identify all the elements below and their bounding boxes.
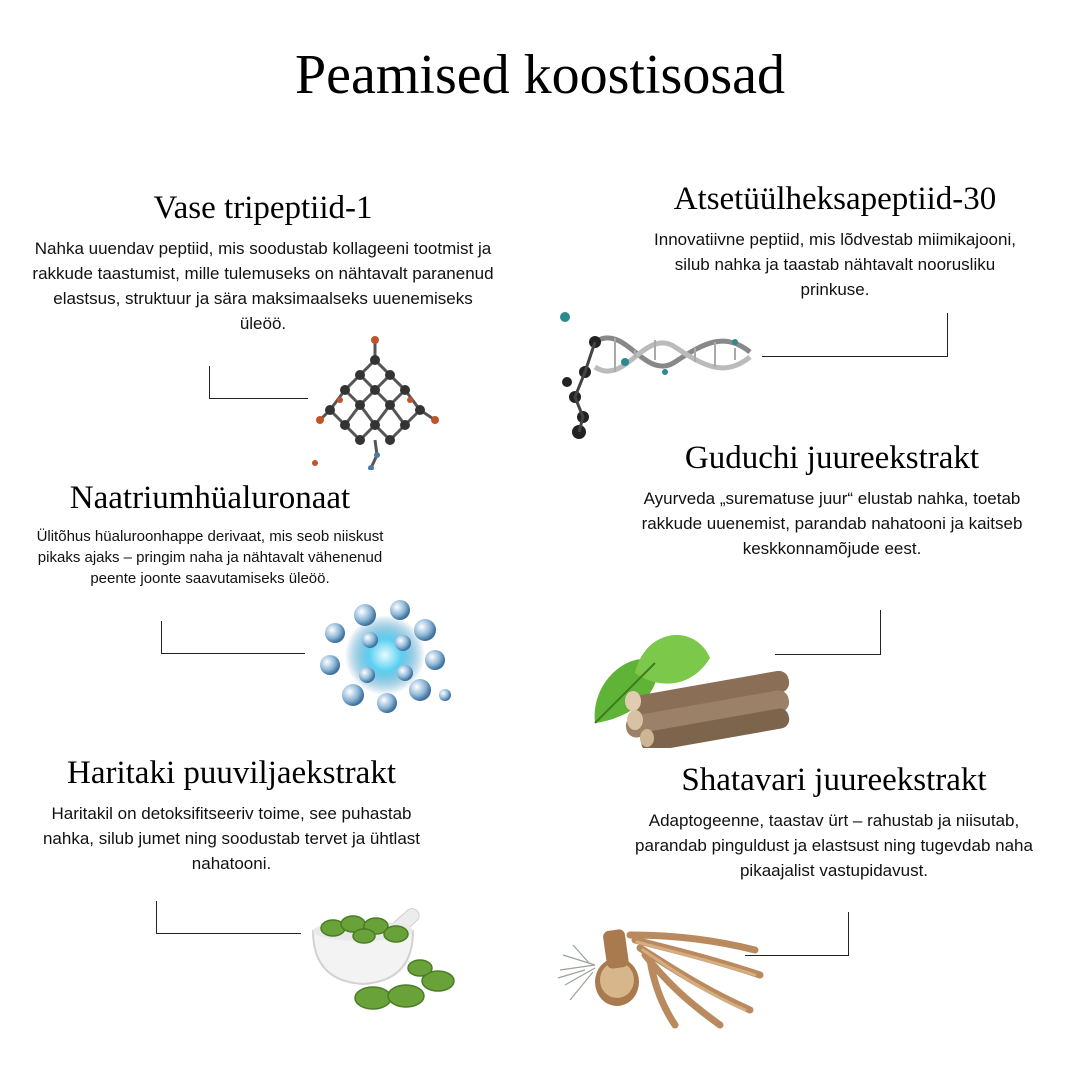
- ingredient-name: Vase tripeptiid-1: [153, 190, 373, 226]
- mortar-fruit-icon: [308, 896, 468, 1016]
- molecule-icon: [305, 330, 455, 470]
- connector-line: [161, 621, 305, 654]
- water-cluster-icon: [315, 595, 455, 715]
- ingredient-haritaki-fruit: [40, 753, 423, 876]
- ingredient-name: Shatavari juureekstrakt: [681, 762, 987, 798]
- page-title: Peamised koostisosad: [295, 44, 785, 106]
- connector-line: [762, 313, 948, 357]
- ingredient-name: Naatriumhüaluronaat: [69, 480, 351, 516]
- roots-powder-icon: [555, 920, 775, 1030]
- ingredient-name: Atsetüülheksapeptiid-30: [673, 181, 997, 217]
- stem-and-leaf-icon: [585, 628, 795, 748]
- connector-line: [209, 366, 308, 399]
- dna-helix-icon: [555, 312, 755, 442]
- ingredient-description: Adaptogeenne, taastav ürt – rahustab ja niisutab, parandab pinguldust ja elastsust ning tugevdab naha pikaajalist vastupidavust.: [635, 811, 1033, 880]
- ingredient-guduchi-root: [620, 438, 1044, 561]
- ingredient-sodium-hyaluronate: [30, 478, 390, 589]
- ingredient-name: Haritaki puuviljaekstrakt: [67, 755, 396, 791]
- ingredient-description: Innovatiivne peptiid, mis lõdvestab miimikajooni, silub nahka ja taastab nähtavalt noorusliku prinkuse.: [654, 230, 1016, 299]
- ingredient-copper-tripeptide: [30, 188, 496, 336]
- ingredient-name: Guduchi juureekstrakt: [684, 440, 980, 476]
- connector-line: [156, 901, 301, 934]
- ingredient-description: Haritakil on detoksifitseeriv toime, see puhastab nahka, silub jumet ning soodustab tervet ja ühtlast nahatooni.: [42, 804, 421, 873]
- ingredient-description: Ayurveda „surematuse juur“ elustab nahka, toetab rakkude uuenemist, parandab nahatooni ja kaitseb keskkonnamõjude eest.: [641, 489, 1023, 558]
- ingredient-acetyl-hexapeptide: [640, 179, 1030, 302]
- ingredient-description: Nahka uuendav peptiid, mis soodustab kollageeni tootmist ja rakkude taastumist, mille tulemuseks on nähtavalt paranenud elastsus, struktuur ja sära maksimaalseks uuenemiseks üleöö.: [32, 239, 494, 333]
- ingredient-shatavari-root: [612, 760, 1056, 883]
- ingredient-description: Ülitõhus hüaluroonhappe derivaat, mis seob niiskust pikaks ajaks – pringim naha ja nähtavalt vähenenud peente joonte saavutamiseks üleöö.: [36, 528, 384, 587]
